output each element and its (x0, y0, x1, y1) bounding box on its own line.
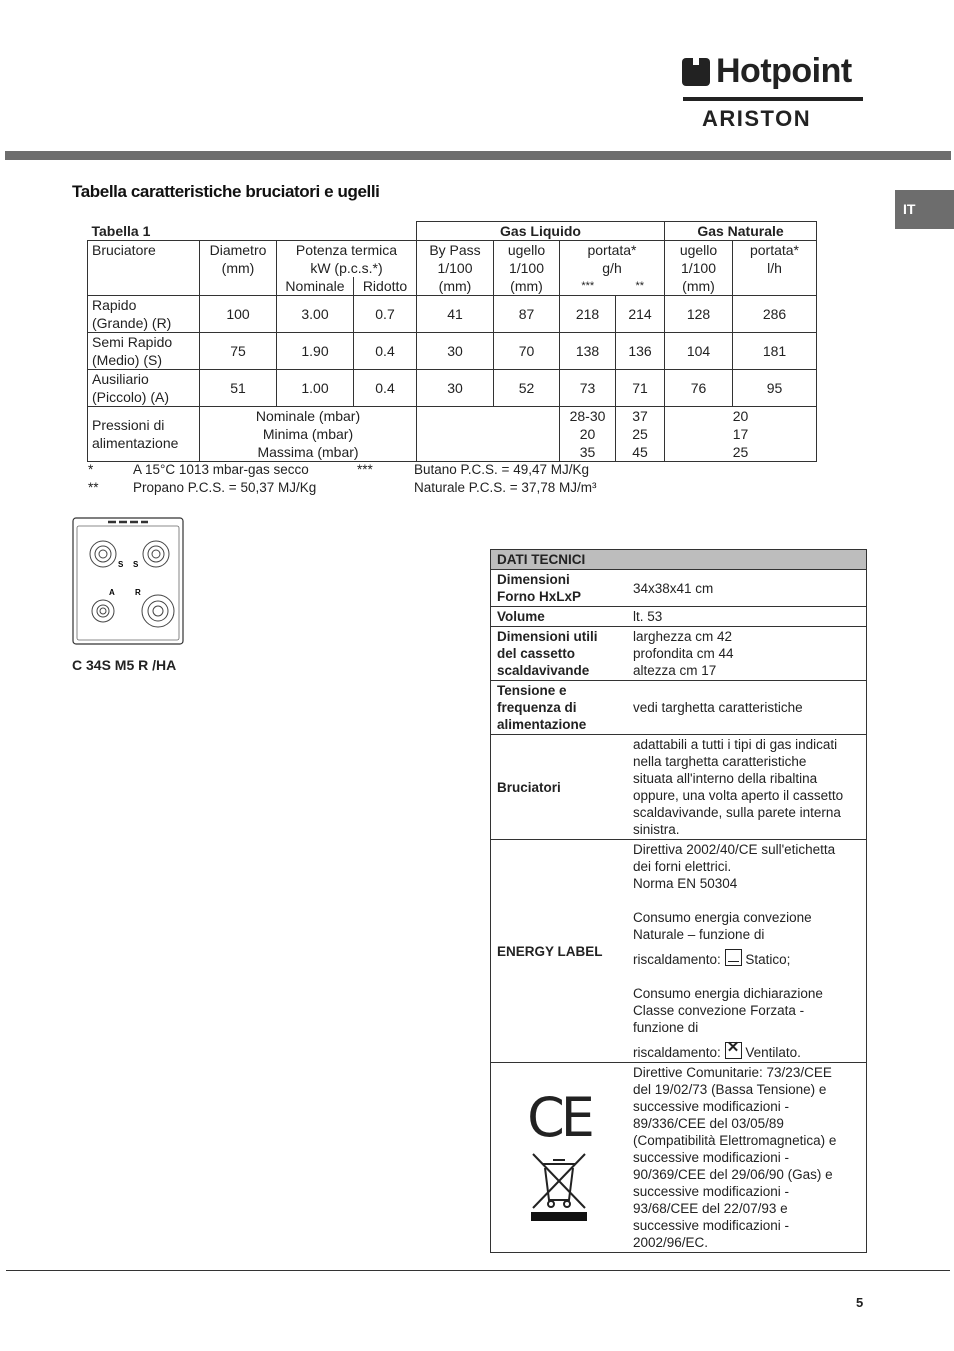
cell: 218 (560, 296, 616, 333)
cell: 214 (616, 296, 665, 333)
note-text-4: Naturale P.C.S. = 37,78 MJ/m³ (414, 480, 597, 495)
pressure-propano: 37 25 45 (616, 407, 665, 462)
header-divider-bar (5, 151, 951, 160)
tech-value: lt. 53 (627, 607, 867, 627)
cell: 30 (417, 333, 494, 370)
cell: 75 (200, 333, 277, 370)
cell: 138 (560, 333, 616, 370)
table-row (88, 370, 817, 407)
note-text-2: Propano P.C.S. = 50,37 MJ/Kg (133, 480, 317, 495)
ce-mark-icon: CE (527, 1085, 591, 1149)
cell: 87 (494, 296, 560, 333)
tech-row-energy (491, 840, 867, 1063)
header-nominale: Nominale (277, 277, 354, 296)
cell: 100 (200, 296, 277, 333)
tech-key: Bruciatori (491, 735, 628, 840)
cell: 71 (616, 370, 665, 407)
burner-name: Ausiliario (Piccolo) (A) (88, 370, 200, 407)
cell: 1.90 (277, 333, 354, 370)
cell: 286 (733, 296, 817, 333)
tech-value: vedi targhetta caratteristiche (627, 681, 867, 735)
burner-name: Rapido (Grande) (R) (88, 296, 200, 333)
cell: 30 (417, 370, 494, 407)
brand-logo (682, 54, 866, 134)
note-text-3: Butano P.C.S. = 49,47 MJ/Kg (414, 462, 589, 477)
cell: 70 (494, 333, 560, 370)
tech-value: 34x38x41 cm (627, 570, 867, 607)
cell: 51 (200, 370, 277, 407)
language-tab (895, 190, 954, 229)
fan-oven-icon: ✕ (725, 1042, 742, 1059)
hob-label-r: R (135, 588, 141, 597)
brand-logo-mark (682, 58, 710, 86)
tech-key: ENERGY LABEL (491, 840, 628, 1063)
cell: 73 (560, 370, 616, 407)
tech-key: Dimensioni Forno HxLxP (491, 570, 628, 607)
note-mark-3: *** (357, 462, 373, 477)
cell: 104 (665, 333, 733, 370)
burner-name: Semi Rapido (Medio) (S) (88, 333, 200, 370)
cell: 181 (733, 333, 817, 370)
header-potenza: Potenza termica kW (p.c.s.*) (277, 241, 417, 278)
note-text-1: A 15°C 1013 mbar-gas secco (133, 462, 309, 477)
tech-data-table (490, 549, 867, 1253)
tech-header: DATI TECNICI (491, 550, 867, 570)
sub-brand-name: ARISTON (702, 106, 812, 131)
tech-key: Volume (491, 607, 628, 627)
tech-row-volume (491, 607, 867, 627)
cell: 0.4 (354, 333, 417, 370)
static-oven-icon (725, 949, 742, 966)
tech-row-burners (491, 735, 867, 840)
header-bruciatore: Bruciatore (88, 241, 200, 296)
group-gas-liquido: Gas Liquido (417, 222, 665, 241)
language-tab-label: IT (903, 201, 916, 217)
section-title: Tabella caratteristiche bruciatori e ugelli (72, 182, 380, 201)
tech-row-drawer (491, 627, 867, 681)
cell: 136 (616, 333, 665, 370)
cell: 95 (733, 370, 817, 407)
header-ugello-gn: ugello 1/100 (mm) (665, 241, 733, 296)
table-row (88, 296, 817, 333)
header-portata-gn: portata* l/h (733, 241, 817, 296)
header-star3: *** (560, 277, 616, 296)
pressure-naturale: 20 17 25 (665, 407, 817, 462)
header-star2: ** (616, 277, 665, 296)
header-portata-gl: portata* g/h (560, 241, 665, 278)
header-ridotto: Ridotto (354, 277, 417, 296)
pressure-row (88, 407, 817, 462)
hob-diagram-drawing (72, 517, 184, 645)
hob-label-s1: S (118, 560, 124, 569)
pressure-label: Pressioni di alimentazione (88, 407, 200, 462)
pressure-butano: 28-30 20 35 (560, 407, 616, 462)
tech-key: Tensione e frequenza di alimentazione (491, 681, 628, 735)
pressure-empty (417, 407, 560, 462)
cell: 0.4 (354, 370, 417, 407)
tech-key: Dimensioni utili del cassetto scaldavivande (491, 627, 628, 681)
burner-table (87, 221, 817, 462)
header-diametro: Diametro (mm) (200, 241, 277, 296)
tech-value: Direttive Comunitarie: 73/23/CEE del 19/02/73 (Bassa Tensione) e successive modificazioni - 89/336/CEE del 03/05/89 (Compatibilità Elettromagnetica) e successive modificazioni - 90/369/CEE del 29/06/90 (Gas) e successive modificazioni - 93/68/CEE del 22/07/93 e successive modificazioni - 2002/96/EC. (627, 1063, 867, 1253)
tech-value: larghezza cm 42 profondita cm 44 altezza cm 17 (627, 627, 867, 681)
cell: 52 (494, 370, 560, 407)
cell: 3.00 (277, 296, 354, 333)
tech-value: Direttiva 2002/40/CE sull'etichetta dei forni elettrici. Norma EN 50304 Consumo energia convezione Naturale – funzione di riscaldamento: Statico; Consumo energia dichiarazione Classe convezione Forzata - funzione di riscaldamento: ✕ Ventilato. (627, 840, 867, 1063)
tech-row-dimensions (491, 570, 867, 607)
hob-label-s2: S (133, 560, 139, 569)
footer-divider (6, 1270, 950, 1271)
weee-bin-icon (529, 1150, 589, 1222)
cell: 76 (665, 370, 733, 407)
cell: 1.00 (277, 370, 354, 407)
hob-label-a: A (109, 588, 115, 597)
page-number: 5 (856, 1295, 864, 1310)
note-mark-2: ** (88, 480, 99, 495)
header-ugello: ugello 1/100 (mm) (494, 241, 560, 296)
header-bypass: By Pass 1/100 (mm) (417, 241, 494, 296)
table-row (88, 333, 817, 370)
brand-name: Hotpoint (716, 52, 852, 90)
tech-row-tension (491, 681, 867, 735)
model-label: C 34S M5 R /HA (72, 657, 177, 673)
note-mark-1: * (88, 462, 94, 477)
logo-rule (683, 97, 863, 101)
group-gas-naturale: Gas Naturale (665, 222, 817, 241)
tech-row-directives (491, 1063, 867, 1253)
cell: 41 (417, 296, 494, 333)
table-caption: Tabella 1 (91, 222, 151, 239)
cell: 0.7 (354, 296, 417, 333)
tech-value: adattabili a tutti i tipi di gas indicati nella targhetta caratteristiche situata all'interno della ribaltina oppure, una volta aperto il cassetto scaldavivande, sulla parete interna sinistra. (627, 735, 867, 840)
compliance-marks (491, 1063, 628, 1253)
hob-diagram (72, 517, 184, 645)
pressure-types: Nominale (mbar) Minima (mbar) Massima (mbar) (200, 407, 417, 462)
cell: 128 (665, 296, 733, 333)
